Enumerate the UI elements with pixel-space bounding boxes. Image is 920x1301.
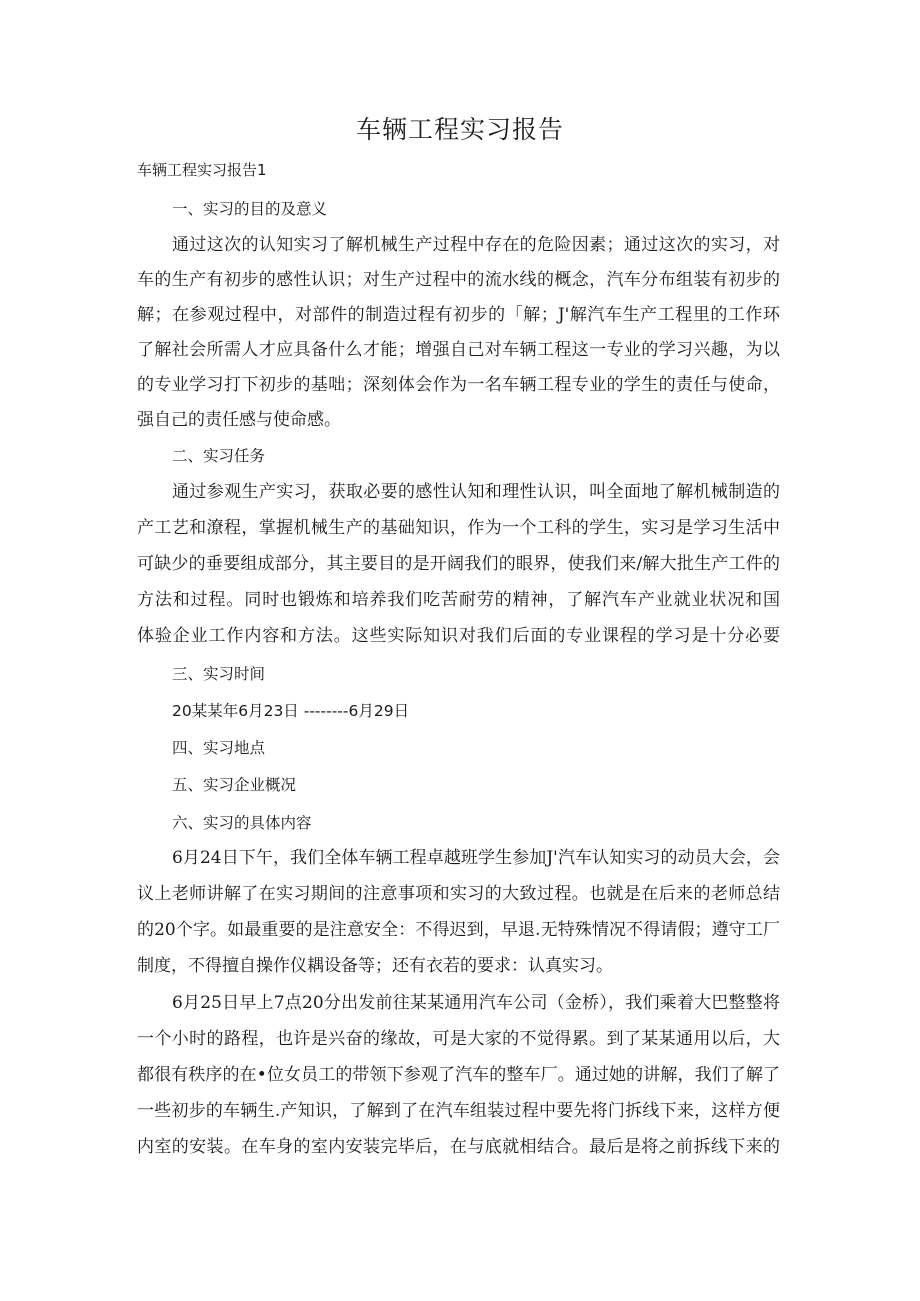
paragraph-line: 的20个字。如最重要的是注意安全：不得迟到，早退.无特殊情况不得请假；遵守工厂: [137, 920, 780, 940]
paragraph-line: 产工艺和潦程，掌握机械生产的基础知识，作为一个工科的学生，实习是学习生活中: [137, 518, 780, 538]
paragraph-line: 一个小时的路程，也许是兴奋的缘故，可是大家的不觉得累。到了某某通用以后，大: [137, 1029, 780, 1049]
internship-date-range: 20某某年6月23日 --------6月29日: [172, 702, 410, 720]
report-subtitle: 车辆工程实习报告1: [137, 161, 267, 179]
section-heading-location: 四、实习地点: [172, 739, 266, 757]
paragraph-line: 都很有秩序的在•位女员工的带领下参观了汽车的整车厂。通过她的讲解，我们了解了: [137, 1065, 780, 1085]
section-heading-company: 五、实习企业概况: [172, 776, 297, 794]
paragraph-line: 的专业学习打下初步的基咄；深刻体会作为一名车辆工程专业的学生的责任与使命，: [137, 375, 780, 395]
paragraph-line: 可缺少的垂要组成部分，其主要目的是开阔我们的眼界，使我们来/解大批生产工件的: [137, 554, 780, 574]
paragraph-line: 议上老师讲解了在实习期间的注意事项和实习的大致过程。也就是在后来的老师总结: [137, 884, 780, 904]
paragraph-line: 强自己的责任感与使命感。: [137, 410, 341, 430]
paragraph-line: 体验企业工作内容和方法。这些实际知识对我们后面的专业课程的学习是十分必要: [137, 626, 780, 646]
paragraph-line: 通过这次的认知实习了解机械生产过程中存在的危险因素；通过这次的实习，对: [172, 235, 780, 255]
paragraph-line: 6月25日早上7点20分出发前往某某通用汽车公司（金桥），我们乘着大巴整整将: [172, 993, 780, 1013]
paragraph-line: 内室的安装。在车身的室内安装完毕后，在与底就相结合。最后是将之前拆线下来的: [137, 1137, 780, 1157]
paragraph-line: 通过参观生产实习，获取必要的感性认知和理性认识，叫全面地了解机械制造的: [172, 482, 780, 502]
section-heading-purpose: 一、实习的目的及意义: [172, 200, 328, 218]
paragraph-line: 方法和过程。同时也锻炼和培养我们吃苦耐劳的精神，了解汽车产业就业状况和国: [137, 590, 780, 610]
section-heading-tasks: 二、实习任务: [172, 447, 266, 465]
paragraph-line: 了解社会所需人才应具备什么才能；增强自己对车辆工程这一专业的学习兴趣，为以: [137, 340, 780, 360]
section-heading-content: 六、实习的具体内容: [172, 814, 312, 832]
paragraph-line: 6月24日下午，我们全体车辆工程卓越班学生参加J'汽车认知实习的动员大会，会: [172, 848, 780, 868]
section-heading-time: 三、实习时间: [172, 665, 266, 683]
paragraph-line: 车的生产有初步的感性认识；对生产过程中的流水线的概念，汽车分布组装有初步的: [137, 270, 780, 290]
paragraph-line: 解；在参观过程中，对部件的制造过程有初步的「解；J'解汽车生产工程里的工作环: [137, 305, 780, 325]
paragraph-line: 制度，不得擅自操作仪耦设备等；还有衣若的要求：认真实习。: [137, 956, 613, 976]
document-title: 车辆工程实习报告: [355, 115, 564, 144]
paragraph-line: 一些初步的车辆生.产知识，了解到了在汽车组装过程中要先将门拆线下来，这样方便: [137, 1101, 780, 1121]
